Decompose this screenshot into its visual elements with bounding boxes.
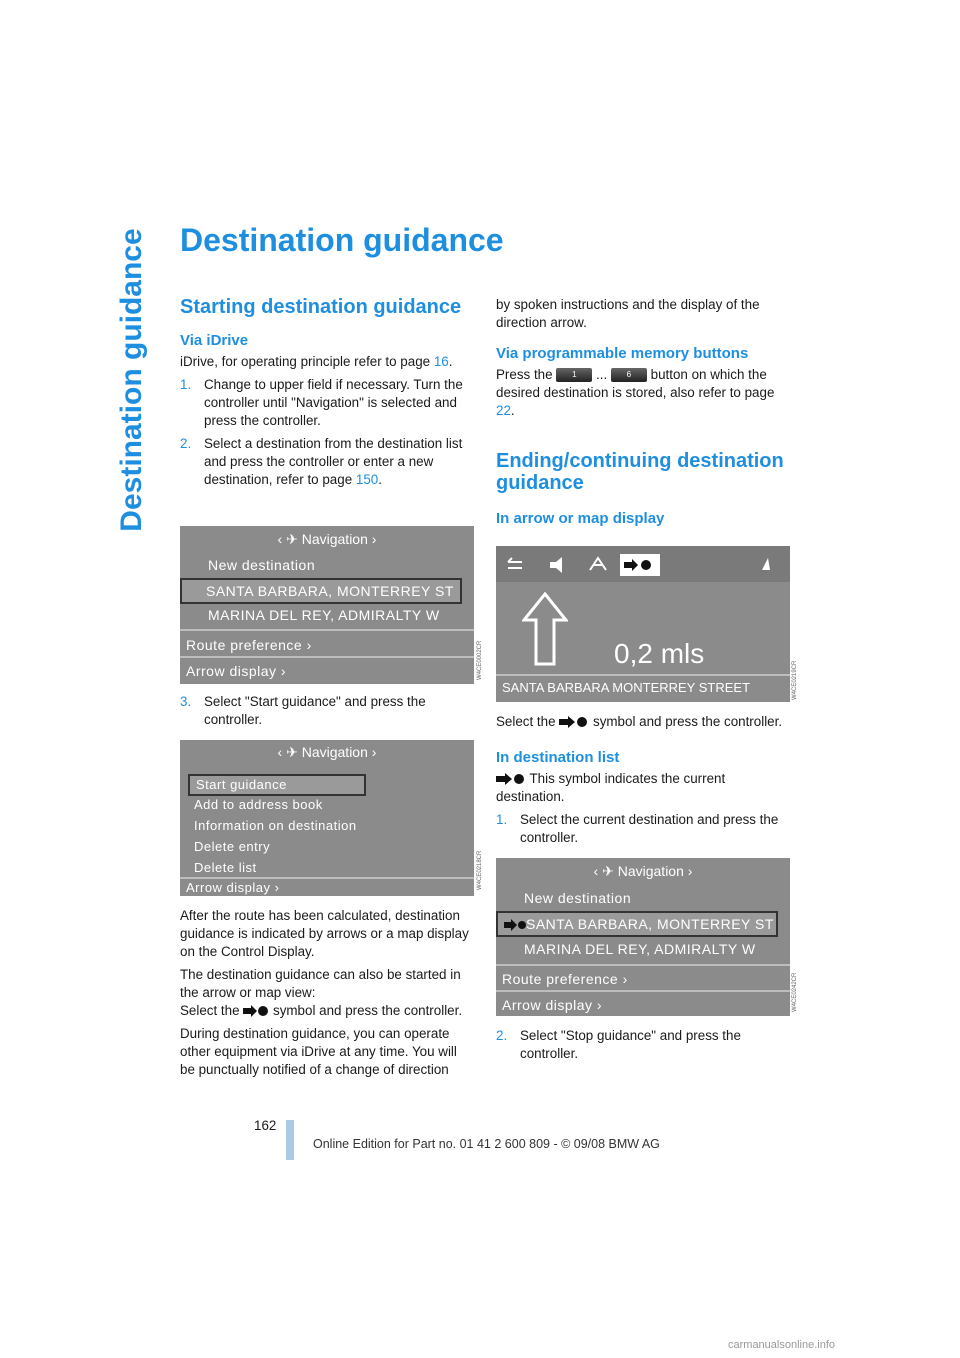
divider [496,990,790,992]
step-text: Select "Stop guidance" and press the controller. [520,1028,741,1061]
text: Select the [180,1003,244,1018]
text: button on which the desired destination is stored, also refer to page [496,367,775,400]
step-text: Select the current destination and press the controller. [520,812,779,845]
menu-item: Route preference › [186,637,312,653]
watermark: carmanualsonline.info [728,1339,836,1351]
divider [496,964,790,966]
list-item [180,376,475,430]
menu-item: MARINA DEL REY, ADMIRALTY W [524,941,756,957]
step-text: Change to upper field if necessary. Turn the controller until "Navigation" is selected and press the controller. [204,377,463,428]
menu-item: Information on destination [194,818,357,833]
page-link-22[interactable]: 22 [496,403,511,418]
page-link-150[interactable]: 150 [355,472,379,487]
menu-item-label: Route preference [186,637,303,653]
menu-item: Delete list [194,860,257,875]
screen-header-label: Navigation [301,531,368,547]
guidance-symbol-icon [504,919,526,931]
step-number: 1. [180,377,192,392]
menu-item: New destination [524,890,632,906]
direction-arrow-icon [522,592,568,666]
text: ... [592,367,611,382]
text: Select the [496,714,560,729]
menu-item-selected: Start guidance [188,774,366,796]
menu-item-label: Arrow display [186,880,271,895]
screen-header-label: Navigation [617,863,684,879]
list-item [496,1027,792,1063]
heading-destination-list: In destination list [496,749,620,766]
paragraph: The destination guidance can also be started in the arrow or map view: [180,967,461,1000]
guidance-symbol-icon [243,1004,269,1018]
screenshot-start-guidance [180,740,474,896]
paragraph: After the route has been calculated, destination guidance is indicated by arrows or a map display on the Control Display. [180,908,469,959]
divider [496,674,790,676]
intro-label: iDrive, for operating principle refer to page [180,354,434,369]
distance-readout: 0,2 mls [614,638,705,669]
side-tab-label: Destination guidance [115,228,148,532]
step-number: 1. [496,812,508,827]
heading-ending: Ending/continuing destination guidance [496,450,784,494]
screen-header: ‹ ✈ Navigation › [277,531,377,547]
right-column-mid [496,713,792,847]
page-link-16[interactable]: 16 [433,354,449,369]
page-title: Destination guidance [180,222,504,258]
text: This symbol indicates the current destination. [496,771,726,804]
screen-header: ‹ ✈ Navigation › [277,744,377,760]
menu-item: Arrow display › [186,880,280,895]
screenshot-destination-list [496,858,790,1016]
left-column [180,296,475,489]
menu-item-selected [496,911,778,937]
text: symbol and press the controller. [269,1003,463,1018]
step-text: Select a destination from the destination list and press the controller or enter a new destination, refer to page [204,436,463,487]
paragraph [180,1002,475,1020]
side-tab [112,200,152,560]
image-code: W4CE0218CR [477,850,483,890]
footer-bar [286,1120,294,1160]
guidance-symbol-icon [496,772,526,786]
divider [180,629,474,631]
image-code: W4CE0242CR [792,972,798,1012]
right-column [496,296,792,527]
step-number: 2. [180,436,192,451]
text: Press the [496,367,557,382]
paragraph [496,713,792,731]
menu-item: Delete entry [194,839,271,854]
menu-item: Arrow display › [186,663,287,679]
memory-button-1: 1 [556,368,592,382]
menu-item: Add to address book [194,797,323,812]
heading-starting: Starting destination guidance [180,296,462,318]
footer-text: Online Edition for Part no. 01 41 2 600 809 - © 09/08 BMW AG [313,1137,660,1151]
page-number: 162 [254,1118,277,1133]
list-item [180,693,475,729]
toolbar-icons [504,554,784,576]
list-item: 2. Select a destination from the destination list and press the controller or enter a new destination, refer to page 150. [180,436,463,487]
menu-item-selected: SANTA BARBARA, MONTERREY ST [180,578,462,604]
image-code: W4CE0002CR [477,640,483,680]
step-3 [180,693,475,729]
street-name: SANTA BARBARA MONTERREY STREET [502,680,751,695]
step-2-right [496,1027,792,1063]
intro-text: iDrive, for operating principle refer to page 16. [180,354,453,369]
menu-item-label: SANTA BARBARA, MONTERREY ST [526,916,774,932]
image-code: W4CE0219CR [792,660,798,700]
left-column-lower [180,907,475,1079]
screen-header: ‹ ✈ Navigation › [593,863,693,879]
menu-item-label: Arrow display [502,997,593,1013]
paragraph: by spoken instructions and the display of the direction arrow. [496,297,760,330]
divider [180,656,474,658]
screen-header-label: Navigation [301,744,368,760]
menu-item: Route preference › [502,971,628,987]
step-number: 3. [180,694,192,709]
text: symbol and press the controller. [589,714,783,729]
paragraph: During destination guidance, you can operate other equipment via iDrive at any time. You will be punctually notified of a change of direction [180,1026,457,1077]
menu-item: MARINA DEL REY, ADMIRALTY W [208,607,440,623]
screenshot-arrow-display [496,546,790,702]
step-number: 2. [496,1028,508,1043]
screenshot-navigation-list [180,526,474,684]
menu-item-label: Arrow display [186,663,277,679]
heading-memory-buttons: Via programmable memory buttons [496,345,749,362]
memory-button-6: 6 [611,368,647,382]
paragraph [496,770,792,806]
guidance-symbol-icon [559,715,589,729]
heading-via-idrive: Via iDrive [180,332,249,349]
step-text: Select "Start guidance" and press the controller. [204,694,426,727]
paragraph: Press the 1 ... 6 button on which the desired destination is stored, also refer to page 22. [496,367,775,418]
list-item [496,811,792,847]
menu-item: New destination [208,557,316,573]
menu-item: Arrow display › [502,997,603,1013]
heading-arrow-display: In arrow or map display [496,510,665,527]
menu-item-label: Route preference [502,971,619,987]
